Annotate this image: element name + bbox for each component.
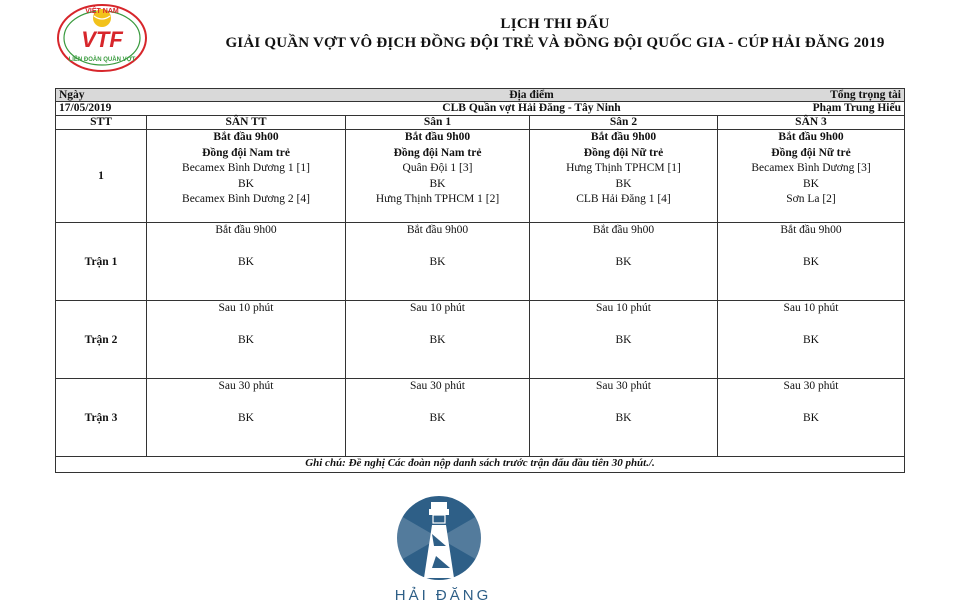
match-cell: [718, 301, 905, 379]
match-label: Trận 1: [56, 223, 147, 301]
match-time: Sau 30 phút: [410, 380, 465, 392]
round1-cell: [147, 130, 346, 223]
round1-row: [56, 130, 905, 223]
match-cell: [147, 379, 346, 457]
match-time: Sau 30 phút: [783, 380, 839, 392]
vs-label: BK: [803, 333, 819, 346]
page-subtitle: GIẢI QUẦN VỢT VÔ ĐỊCH ĐỒNG ĐỘI TRẺ VÀ ĐỒNG ĐỘI QUỐC GIA - CÚP HẢI ĐĂNG 2019: [225, 35, 885, 51]
match-time: Sau 10 phút: [218, 302, 274, 314]
vtf-logo: [56, 3, 148, 73]
court-header: Sân 1: [346, 116, 530, 130]
category: Đồng đội Nữ trẻ: [583, 146, 664, 159]
vs-label: BK: [615, 177, 632, 190]
haidang-logo-text: HẢI ĐĂNG: [394, 587, 492, 604]
start-time: Bắt đầu 9h00: [213, 131, 279, 143]
vs-label: BK: [238, 255, 254, 268]
vs-label: BK: [803, 177, 819, 190]
category: Đồng đội Nữ trẻ: [771, 146, 851, 159]
vs-label: BK: [803, 255, 819, 268]
court-header: SÂN 3: [718, 116, 905, 130]
match-cell: [346, 223, 530, 301]
match-cell: [346, 301, 530, 379]
match-cell: [530, 301, 718, 379]
category: Đồng đội Nam trẻ: [202, 146, 290, 159]
date-label: Ngày: [56, 89, 147, 102]
match-label: Trận 3: [56, 379, 147, 457]
team1: Hưng Thịnh TPHCM [1]: [566, 162, 681, 174]
category: Đồng đội Nam trẻ: [393, 146, 482, 159]
round1-stt: 1: [56, 130, 147, 223]
stt-header: STT: [56, 116, 147, 130]
match-time: Bắt đầu 9h00: [215, 224, 277, 236]
match-cell: [147, 223, 346, 301]
court-header: Sân 2: [530, 116, 718, 130]
team1: Becamex Bình Dương [3]: [751, 162, 871, 174]
vs-label: BK: [238, 411, 254, 424]
vs-label: BK: [803, 411, 819, 424]
match-row: [56, 379, 905, 457]
court-header: SÂN TT: [147, 116, 346, 130]
vtf-logo-text-top: VIỆT NAM: [85, 8, 119, 15]
team1: Quân Đội 1 [3]: [402, 162, 473, 174]
match-time: Sau 10 phút: [783, 302, 839, 314]
match-time: Sau 30 phút: [218, 380, 274, 392]
referee-value: Phạm Trung Hiếu: [718, 102, 905, 116]
referee-label: Tổng trọng tài: [718, 89, 905, 102]
haidang-logo: [388, 494, 498, 606]
match-cell: [530, 223, 718, 301]
start-time: Bắt đầu 9h00: [590, 131, 657, 143]
match-time: Sau 10 phút: [596, 302, 651, 314]
info-row: [56, 102, 905, 116]
match-label: Trận 2: [56, 301, 147, 379]
team2: CLB Hải Đăng 1 [4]: [576, 193, 671, 205]
vs-label: BK: [429, 177, 446, 190]
team2: Hưng Thịnh TPHCM 1 [2]: [375, 193, 500, 205]
match-cell: [346, 379, 530, 457]
venue-value: CLB Quần vợt Hải Đăng - Tây Ninh: [346, 102, 718, 116]
round1-cell: [530, 130, 718, 223]
match-cell: [147, 301, 346, 379]
team2: Becamex Bình Dương 2 [4]: [182, 193, 310, 205]
round1-cell: [718, 130, 905, 223]
team1: Becamex Bình Dương 1 [1]: [182, 162, 310, 174]
match-cell: [718, 379, 905, 457]
date-value: 17/05/2019: [56, 102, 147, 116]
match-row: [56, 223, 905, 301]
vs-label: BK: [238, 333, 254, 346]
vs-label: BK: [615, 333, 632, 346]
vtf-logo-text-mid: VTF: [81, 27, 123, 52]
vs-label: BK: [615, 411, 632, 424]
match-row: [56, 301, 905, 379]
vs-label: BK: [429, 333, 446, 346]
match-time: Bắt đầu 9h00: [592, 224, 655, 236]
team2: Sơn La [2]: [786, 193, 836, 205]
match-time: Bắt đầu 9h00: [406, 224, 469, 236]
match-time: Sau 30 phút: [596, 380, 651, 392]
start-time: Bắt đầu 9h00: [404, 131, 471, 143]
vs-label: BK: [238, 177, 254, 190]
start-time: Bắt đầu 9h00: [778, 131, 844, 143]
match-cell: [718, 223, 905, 301]
page-title: LỊCH THI ĐẤU: [500, 16, 610, 32]
vtf-logo-text-bottom: LIÊN ĐOÀN QUẦN VỢT: [68, 57, 136, 63]
round1-cell: [346, 130, 530, 223]
venue-label: Địa điểm: [346, 89, 718, 102]
note-row: [56, 457, 905, 473]
schedule-table: [55, 88, 905, 473]
column-header-row: [56, 116, 905, 130]
vs-label: BK: [429, 411, 446, 424]
title-block: [150, 16, 960, 52]
match-time: Sau 10 phút: [410, 302, 465, 314]
vs-label: BK: [615, 255, 632, 268]
info-header-row: [56, 89, 905, 102]
note-text: Ghi chú: Đề nghị Các đoàn nộp danh sách trước trận đấu đầu tiên 30 phút./.: [56, 457, 905, 473]
match-cell: [530, 379, 718, 457]
match-time: Bắt đầu 9h00: [780, 224, 842, 236]
vs-label: BK: [429, 255, 446, 268]
